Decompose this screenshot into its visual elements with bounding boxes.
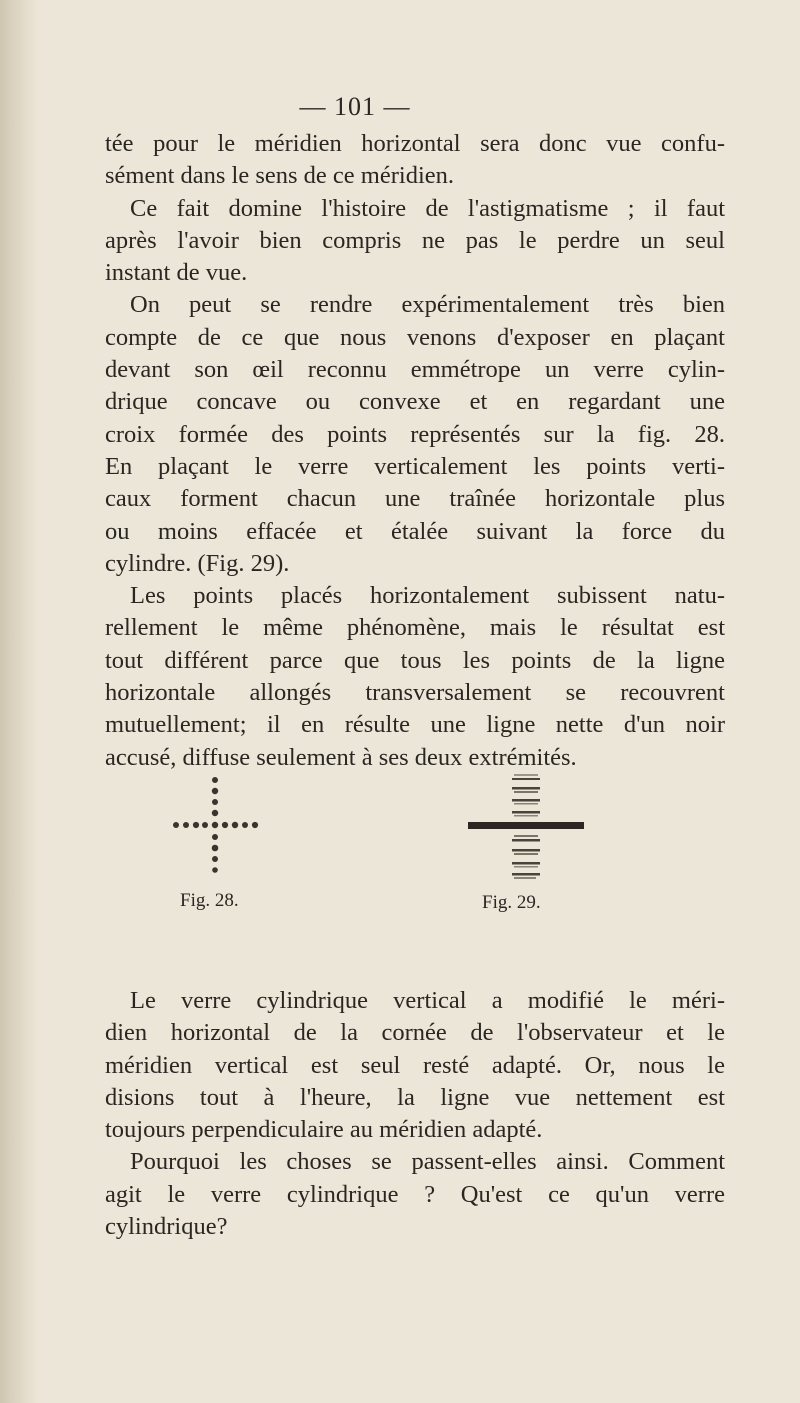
text-line: accusé, diffuse seulement à ses deux extrémités. bbox=[105, 743, 577, 771]
text-line: En plaçant le verre verticalement les points verti- bbox=[105, 452, 725, 480]
text-line: cylindrique? bbox=[105, 1213, 228, 1241]
text-block-bottom bbox=[105, 985, 725, 1243]
text-line: caux forment chacun une traînée horizontale plus bbox=[105, 485, 725, 513]
text-line: rellement le même phénomène, mais le résultat est bbox=[105, 614, 725, 642]
text-line: compte de ce que nous venons d'exposer en plaçant bbox=[105, 323, 725, 351]
page-number: — 101 — bbox=[299, 92, 411, 121]
figure-29-caption: Fig. 29. bbox=[482, 892, 541, 913]
text-line: drique concave ou convexe et en regardant une bbox=[105, 388, 725, 416]
figure-28-caption: Fig. 28. bbox=[180, 890, 239, 911]
text-line: horizontale allongés transversalement se recouvrent bbox=[105, 679, 725, 707]
text-line: croix formée des points représentés sur la fig. 28. bbox=[105, 420, 725, 448]
text-line: tout différent parce que tous les points de la ligne bbox=[105, 646, 725, 674]
text-line: disions tout à l'heure, la ligne vue nettement est bbox=[105, 1083, 725, 1111]
text-line: agit le verre cylindrique ? Qu'est ce qu'un verre bbox=[105, 1180, 725, 1208]
page-shadow-edge bbox=[0, 0, 38, 1403]
text-block-top bbox=[105, 128, 725, 774]
dot-cross-illustration bbox=[168, 772, 288, 887]
text-line: après l'avoir bien compris ne pas le perdre un seul bbox=[105, 226, 725, 254]
text-line: On peut se rendre expérimentalement très bien bbox=[130, 291, 725, 319]
text-line: instant de vue. bbox=[105, 259, 248, 287]
text-line: toujours perpendiculaire au méridien adapté. bbox=[105, 1116, 543, 1144]
text-line: dien horizontal de la cornée de l'observateur et le bbox=[105, 1019, 725, 1047]
text-line: devant son œil reconnu emmétrope un verre cylin- bbox=[105, 356, 725, 384]
streak-cross-illustration bbox=[466, 772, 586, 892]
figure-28 bbox=[168, 772, 288, 912]
text-line: ou moins effacée et étalée suivant la force du bbox=[105, 517, 725, 545]
text-line: Le verre cylindrique vertical a modifié le méri- bbox=[130, 987, 725, 1014]
text-line: Ce fait domine l'histoire de l'astigmatisme ; il faut bbox=[130, 194, 725, 222]
text-line: tée pour le méridien horizontal sera donc vue confu- bbox=[105, 130, 725, 157]
text-line: méridien vertical est seul resté adapté. Or, nous le bbox=[105, 1051, 725, 1079]
figure-29 bbox=[466, 772, 586, 912]
text-line: Pourquoi les choses se passent-elles ainsi. Comment bbox=[130, 1148, 725, 1176]
text-line: Les points placés horizontalement subissent natu- bbox=[130, 582, 725, 610]
text-line: sément dans le sens de ce méridien. bbox=[105, 162, 455, 190]
text-line: mutuellement; il en résulte une ligne nette d'un noir bbox=[105, 711, 725, 739]
text-line: cylindre. (Fig. 29). bbox=[105, 549, 290, 577]
